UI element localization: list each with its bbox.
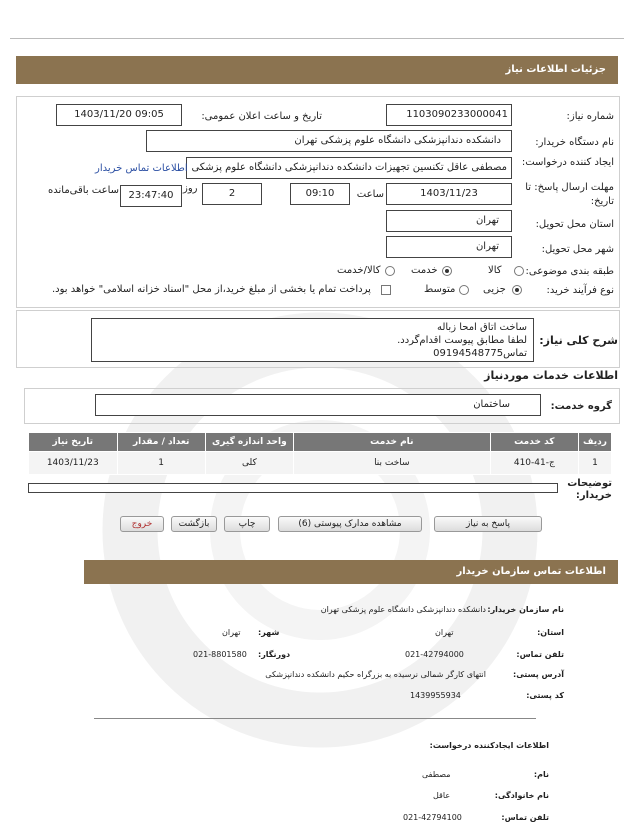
back-button[interactable]: بازگشت bbox=[171, 516, 217, 532]
remaining-label: ساعت باقی‌مانده bbox=[48, 185, 120, 196]
col-unit: واحد اندازه گیری bbox=[205, 433, 293, 452]
announce-label: تاریخ و ساعت اعلان عمومی: bbox=[201, 111, 322, 122]
contact-header bbox=[84, 560, 618, 584]
table-row: 1 ج-41-410 ساخت بنا کلی 1 1403/11/23 bbox=[29, 452, 612, 475]
postal-label: کد پستی: bbox=[526, 691, 564, 700]
process-option-medium: متوسط bbox=[424, 284, 456, 295]
contact-divider bbox=[94, 718, 536, 719]
first-name-value: مصطفی bbox=[422, 770, 451, 779]
print-button[interactable]: چاپ bbox=[224, 516, 270, 532]
contact-link[interactable]: اطلاعات تماس خریدار bbox=[95, 163, 188, 174]
address-value: انتهای کارگر شمالی نرسیده به بزرگراه حکیم دانشکده دندانپزشکی bbox=[265, 670, 486, 679]
creator-info-title: اطلاعات ایجادکننده درخواست: bbox=[429, 741, 549, 750]
contact-city-value: تهران bbox=[222, 628, 241, 637]
col-row: ردیف bbox=[579, 433, 612, 452]
col-date: تاریخ نیاز bbox=[29, 433, 118, 452]
category-radio-service[interactable] bbox=[442, 266, 452, 276]
contact-phone-value: 021-42794000 bbox=[405, 650, 464, 659]
process-label: نوع فرآیند خرید: bbox=[546, 285, 614, 296]
contact-phone-label: تلفن تماس: bbox=[516, 650, 564, 659]
process-option-minor: جزیی bbox=[483, 284, 506, 295]
attachments-button[interactable]: مشاهده مدارک پیوستی (6) bbox=[278, 516, 422, 532]
need-number-field: 1103090233000041 bbox=[386, 104, 512, 126]
days-label: روز bbox=[183, 183, 198, 194]
description-line-2: لطفا مطابق پیوست اقدام‌گردد. bbox=[397, 335, 527, 346]
service-group-field: ساختمان bbox=[95, 394, 541, 416]
contact-province-value: تهران bbox=[435, 628, 454, 637]
category-option-service: خدمت bbox=[411, 265, 438, 276]
creator-phone-value: 021-42794100 bbox=[403, 813, 462, 822]
contact-city-label: شهر: bbox=[258, 628, 280, 637]
process-radio-medium[interactable] bbox=[459, 285, 469, 295]
buyer-notes-field bbox=[28, 483, 558, 493]
treasury-payment-text: پرداخت تمام یا بخشی از مبلغ خرید،از محل "اسناد خزانه اسلامی" خواهد بود. bbox=[52, 284, 371, 295]
contact-fax-label: دورنگار: bbox=[258, 650, 291, 659]
contact-title: اطلاعات تماس سازمان خریدار bbox=[456, 566, 606, 577]
org-value: دانشکده دندانپزشکی دانشگاه علوم پزشکی تهران bbox=[320, 605, 486, 614]
description-box bbox=[91, 318, 534, 362]
buyer-notes-label: توضیحات خریدار: bbox=[567, 478, 612, 501]
treasury-checkbox[interactable] bbox=[381, 285, 391, 295]
reply-button[interactable]: پاسخ به نیاز bbox=[434, 516, 542, 532]
deadline-time-field: 09:10 bbox=[290, 183, 350, 205]
page-title: جزئیات اطلاعات نیاز bbox=[505, 64, 606, 75]
address-label: آدرس پستی: bbox=[513, 670, 564, 679]
last-name-label: نام خانوادگی: bbox=[494, 791, 549, 800]
category-option-both: کالا/خدمت bbox=[337, 265, 381, 276]
announce-field: 1403/11/20 09:05 bbox=[56, 104, 182, 126]
col-code: کد خدمت bbox=[490, 433, 578, 452]
description-line-3: تماس09194548775 bbox=[433, 348, 527, 359]
creator-field: مصطفی عاقل تکنسین تجهیزات دانشکده دندانپزشکی دانشگاه علوم پزشکی bbox=[186, 157, 512, 179]
service-group-label: گروه خدمت: bbox=[550, 401, 612, 412]
contact-province-label: استان: bbox=[537, 628, 564, 637]
top-divider bbox=[10, 38, 624, 39]
creator-phone-label: تلفن تماس: bbox=[501, 813, 549, 822]
page-header bbox=[16, 56, 618, 84]
contact-fax-value: 021-8801580 bbox=[193, 650, 247, 659]
province-field: تهران bbox=[386, 210, 512, 232]
city-field: تهران bbox=[386, 236, 512, 258]
time-label: ساعت bbox=[356, 189, 384, 200]
services-table bbox=[28, 432, 612, 475]
deadline-label: مهلت ارسال پاسخ: تا تاریخ: bbox=[525, 182, 614, 207]
exit-button[interactable]: خروج bbox=[120, 516, 164, 532]
days-field: 2 bbox=[202, 183, 262, 205]
first-name-label: نام: bbox=[533, 770, 549, 779]
col-qty: تعداد / مقدار bbox=[117, 433, 205, 452]
deadline-date-field: 1403/11/23 bbox=[386, 183, 512, 205]
need-number-label: شماره نیاز: bbox=[566, 111, 614, 122]
description-label: شرح کلی نیاز: bbox=[539, 334, 618, 347]
city-label: شهر محل تحویل: bbox=[541, 244, 614, 255]
postal-value: 1439955934 bbox=[410, 691, 461, 700]
description-line-1: ساخت اتاق امحا زباله bbox=[436, 322, 527, 333]
process-radio-minor[interactable] bbox=[512, 285, 522, 295]
province-label: استان محل تحویل: bbox=[535, 219, 614, 230]
category-label: طبقه بندی موضوعی: bbox=[525, 266, 614, 277]
buyer-label: نام دستگاه خریدار: bbox=[535, 137, 614, 148]
remaining-time-field: 23:47:40 bbox=[120, 185, 182, 207]
buyer-field: دانشکده دندانپزشکی دانشگاه علوم پزشکی تهران bbox=[146, 130, 512, 152]
category-radio-goods[interactable] bbox=[514, 266, 524, 276]
creator-label: ایجاد کننده درخواست: bbox=[521, 157, 614, 168]
col-name: نام خدمت bbox=[293, 433, 490, 452]
org-label: نام سازمان خریدار: bbox=[487, 605, 564, 614]
category-option-goods: کالا bbox=[488, 265, 502, 276]
services-section-title: اطلاعات خدمات موردنیاز bbox=[484, 369, 618, 382]
category-radio-both[interactable] bbox=[385, 266, 395, 276]
last-name-value: عاقل bbox=[433, 791, 451, 800]
